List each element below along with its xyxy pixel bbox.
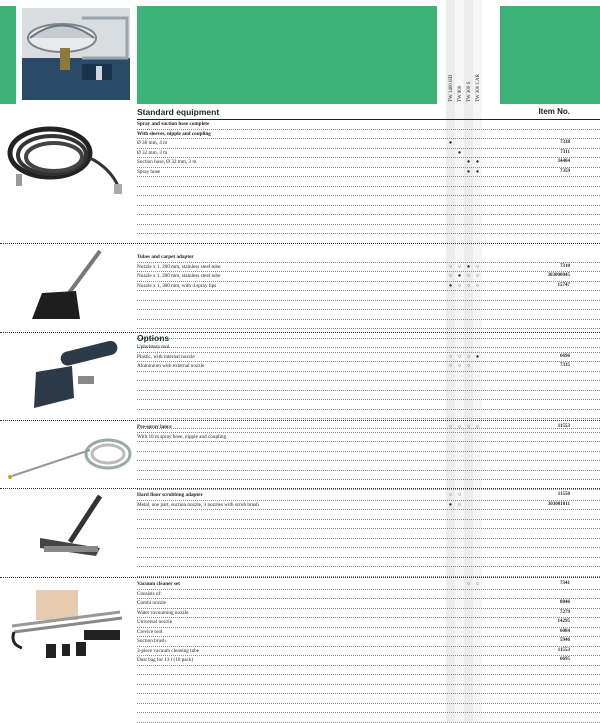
column-header-1: TW 1400 HD bbox=[446, 0, 455, 104]
table-row bbox=[137, 196, 600, 206]
section-divider bbox=[0, 577, 600, 578]
table-row bbox=[137, 353, 600, 363]
availability-mark: ○ bbox=[448, 492, 453, 498]
table-row bbox=[137, 609, 600, 619]
table-row bbox=[137, 391, 600, 401]
row-label: Consists of: bbox=[137, 590, 162, 597]
item-number: 6695 bbox=[560, 657, 570, 662]
row-label: Ø 38 mm, 4 m bbox=[137, 140, 168, 146]
table-row bbox=[137, 685, 600, 695]
table-row bbox=[137, 491, 600, 501]
row-label: Vacuum cleaner set bbox=[137, 581, 180, 587]
table-row bbox=[137, 539, 600, 549]
availability-mark: ○ bbox=[466, 581, 471, 587]
row-label: Pre-spray lance bbox=[137, 424, 172, 430]
table-row bbox=[137, 713, 600, 723]
item-number: 11550 bbox=[557, 492, 570, 497]
row-label: Combi nozzle bbox=[137, 600, 166, 606]
item-number: 7341 bbox=[560, 581, 570, 586]
row-label: Water vacuuming nozzle bbox=[137, 609, 189, 616]
table-row bbox=[137, 291, 600, 301]
row-label: Nozzle x 1, 260 mm, stainless steel tube bbox=[137, 273, 221, 279]
table-row bbox=[137, 666, 600, 676]
table-row bbox=[137, 301, 600, 311]
table-row bbox=[137, 694, 600, 704]
availability-mark: ○ bbox=[475, 273, 480, 279]
section-divider bbox=[0, 488, 600, 489]
item-number: 303000045 bbox=[547, 273, 570, 278]
availability-mark: ○ bbox=[448, 273, 453, 279]
availability-mark: ● bbox=[457, 149, 462, 156]
item-number: 11553 bbox=[557, 647, 570, 653]
availability-mark: ● bbox=[475, 168, 480, 175]
row-label: Suction brush bbox=[137, 638, 166, 644]
table-row bbox=[137, 206, 600, 216]
table-row bbox=[137, 637, 600, 647]
section-title: Options bbox=[137, 333, 170, 343]
table-row bbox=[137, 272, 600, 282]
upholstery-tool-image bbox=[0, 336, 132, 416]
item-number: 8046 bbox=[560, 600, 570, 605]
item-number: 11553 bbox=[557, 424, 570, 429]
table-row bbox=[137, 471, 600, 481]
column-header-2: TW 800 bbox=[455, 0, 464, 104]
item-number: 7359 bbox=[560, 168, 570, 174]
section-scrubbing bbox=[137, 491, 600, 577]
availability-mark: ○ bbox=[448, 424, 453, 430]
row-label: Suction hose, Ø 32 mm, 3 m bbox=[137, 159, 197, 165]
table-row bbox=[137, 139, 600, 149]
availability-mark: ● bbox=[475, 159, 480, 165]
availability-mark: ● bbox=[466, 168, 471, 175]
availability-mark: ○ bbox=[457, 363, 462, 369]
row-label: Spray and suction hose complete bbox=[137, 121, 210, 127]
row-label: Tubes and carpet adapter bbox=[137, 254, 194, 260]
table-row bbox=[137, 362, 600, 372]
section-header bbox=[137, 108, 600, 120]
availability-mark: ○ bbox=[466, 353, 471, 360]
section-vacuum-set bbox=[137, 580, 600, 723]
row-label: Spray hose bbox=[137, 168, 160, 175]
row-label: Nozzle x 1, 300 mm, with 4 spray tips bbox=[137, 282, 217, 289]
table-row bbox=[137, 510, 600, 520]
table-row bbox=[137, 410, 600, 420]
availability-mark: ● bbox=[466, 159, 471, 165]
header-banner bbox=[0, 0, 600, 104]
availability-mark: ○ bbox=[466, 273, 471, 279]
table-row bbox=[137, 704, 600, 714]
row-label: 3-piece vacuum cleaning tube bbox=[137, 647, 200, 654]
section-divider bbox=[0, 332, 600, 333]
floor-scrubbing-adapter-image bbox=[0, 492, 132, 572]
table-row bbox=[137, 282, 600, 292]
availability-mark: ● bbox=[448, 501, 453, 508]
table-row bbox=[137, 381, 600, 391]
table-row bbox=[137, 599, 600, 609]
availability-mark: ○ bbox=[457, 424, 462, 430]
row-label: Dust bag for 13 l (10 pack) bbox=[137, 657, 194, 663]
item-number: 5946 bbox=[560, 638, 570, 643]
availability-mark: ● bbox=[448, 282, 453, 289]
table-row bbox=[137, 158, 600, 168]
table-row bbox=[137, 225, 600, 235]
availability-mark: ○ bbox=[475, 581, 480, 587]
table-row bbox=[137, 343, 600, 353]
table-row bbox=[137, 628, 600, 638]
availability-mark: ○ bbox=[475, 282, 480, 289]
table-row bbox=[137, 580, 600, 590]
item-number: 7279 bbox=[560, 609, 570, 615]
table-row bbox=[137, 187, 600, 197]
table-row bbox=[137, 442, 600, 452]
table-row bbox=[137, 567, 600, 577]
table-row bbox=[137, 618, 600, 628]
table-row bbox=[137, 130, 600, 140]
item-number: 34404 bbox=[557, 159, 570, 164]
table-row bbox=[137, 558, 600, 568]
row-label: Metal, one part, suction nozzle, 3 nozzles with scrub brush bbox=[137, 501, 259, 508]
availability-mark: ○ bbox=[448, 363, 453, 369]
table-row bbox=[137, 177, 600, 187]
table-row bbox=[137, 590, 600, 600]
item-number: 7338 bbox=[560, 140, 570, 145]
section-divider bbox=[0, 243, 600, 244]
availability-mark: ● bbox=[475, 353, 480, 360]
table-row bbox=[137, 372, 600, 382]
row-label: Plastic, with internal nozzle bbox=[137, 353, 195, 360]
table-row bbox=[137, 647, 600, 657]
table-row bbox=[137, 433, 600, 443]
availability-mark: ○ bbox=[466, 363, 471, 369]
section-title: Standard equipment bbox=[137, 107, 220, 117]
row-label: Ø 32 mm, 3 m bbox=[137, 149, 168, 156]
row-label: Crevice tool bbox=[137, 628, 163, 635]
availability-mark: ○ bbox=[475, 424, 480, 430]
table-row bbox=[137, 168, 600, 178]
section-divider bbox=[0, 420, 600, 421]
availability-mark: ○ bbox=[457, 282, 462, 289]
section-pre-spray bbox=[137, 423, 600, 490]
vacuum-cleaner-set-image bbox=[0, 582, 132, 672]
row-label: Aluminium with external nozzle bbox=[137, 363, 205, 369]
row-label: With sleeves, nipple and coupling bbox=[137, 130, 211, 137]
row-label: With 10 m spray hose, nipple and coupling bbox=[137, 433, 227, 440]
item-number: 14295 bbox=[557, 619, 570, 624]
table-row bbox=[137, 215, 600, 225]
availability-mark: ○ bbox=[466, 424, 471, 430]
availability-mark: ● bbox=[457, 273, 462, 279]
availability-mark: ○ bbox=[448, 353, 453, 360]
table-row bbox=[137, 400, 600, 410]
availability-mark: ○ bbox=[457, 492, 462, 498]
table-row bbox=[137, 452, 600, 462]
table-row bbox=[137, 263, 600, 273]
section-standard-equipment bbox=[137, 108, 600, 244]
availability-mark: ○ bbox=[466, 282, 471, 289]
item-number: 15747 bbox=[557, 282, 570, 288]
table-row bbox=[137, 675, 600, 685]
item-number: 303001011 bbox=[547, 501, 570, 507]
banner-green-left bbox=[0, 6, 16, 104]
row-label: Upholstery tool bbox=[137, 344, 170, 350]
table-row bbox=[137, 656, 600, 666]
table-row bbox=[137, 520, 600, 530]
availability-mark: ● bbox=[466, 263, 471, 270]
table-row bbox=[137, 529, 600, 539]
section-header bbox=[137, 334, 600, 343]
availability-mark: ○ bbox=[448, 263, 453, 270]
column-header-3: TW 300 S bbox=[464, 0, 473, 104]
section-options bbox=[137, 334, 600, 429]
availability-mark: ○ bbox=[457, 263, 462, 270]
availability-mark: ○ bbox=[457, 353, 462, 360]
product-photo bbox=[22, 8, 130, 100]
row-label: Nozzle x 1, 260 mm, stainless steel tube bbox=[137, 263, 221, 270]
hose-coil-image bbox=[0, 108, 132, 238]
table-row bbox=[137, 320, 600, 330]
table-row bbox=[137, 253, 600, 263]
column-header-4: TW 300 CAR bbox=[473, 0, 482, 104]
table-row bbox=[137, 120, 600, 130]
table-row bbox=[137, 501, 600, 511]
item-number: 7335 bbox=[560, 363, 570, 368]
table-row bbox=[137, 461, 600, 471]
item-number: 7311 bbox=[560, 149, 570, 155]
availability-mark: ○ bbox=[475, 263, 480, 270]
item-number: 7310 bbox=[560, 263, 570, 269]
row-label: Hard floor scrubbing adapter bbox=[137, 492, 203, 498]
availability-mark: ● bbox=[448, 140, 453, 146]
banner-green-middle bbox=[137, 6, 437, 104]
pre-spray-lance-image bbox=[0, 424, 132, 486]
row-label: Universal nozzle bbox=[137, 619, 173, 625]
item-no-header: Item No. bbox=[538, 107, 570, 116]
table-row bbox=[137, 548, 600, 558]
carpet-nozzle-image bbox=[0, 247, 132, 327]
item-number: 6084 bbox=[560, 628, 570, 634]
table-row bbox=[137, 423, 600, 433]
item-number: 6696 bbox=[560, 353, 570, 359]
table-row bbox=[137, 310, 600, 320]
availability-mark: ○ bbox=[457, 501, 462, 508]
banner-green-right bbox=[500, 6, 600, 104]
table-row bbox=[137, 149, 600, 159]
